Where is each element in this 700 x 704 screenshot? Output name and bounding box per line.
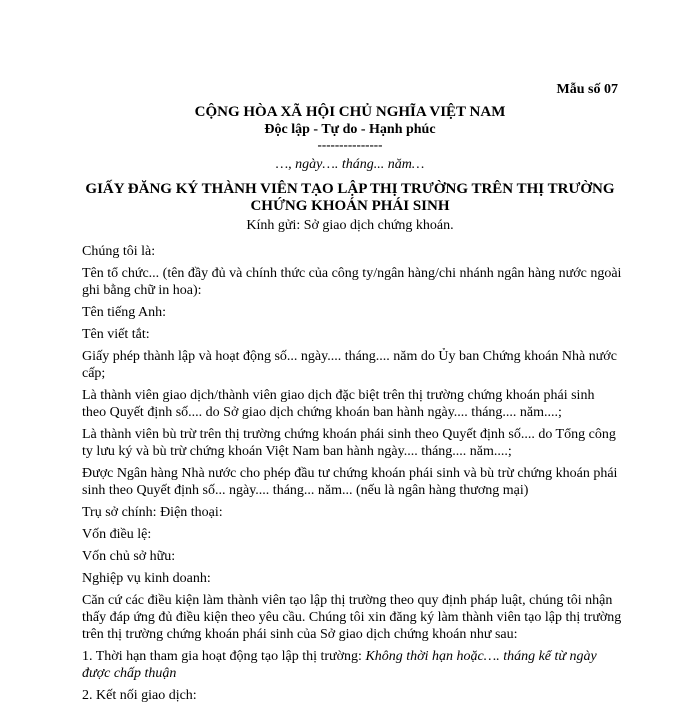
charter-capital-paragraph: Vốn điều lệ: [82, 527, 152, 542]
form-number: Mẫu số 07 [556, 82, 618, 97]
document-title-line2: CHỨNG KHOÁN PHÁI SINH [250, 198, 450, 214]
item2-paragraph: 2. Kết nối giao dịch: [82, 688, 197, 703]
english-name-paragraph: Tên tiếng Anh: [82, 305, 166, 320]
item1-label: 1. Thời hạn tham gia hoạt động tạo lập thị trường: [82, 649, 366, 664]
item1-value: Không thời hạn hoặc…. tháng kể từ ngày được chấp thuận [82, 649, 597, 681]
short-name-paragraph: Tên viết tắt: [82, 327, 150, 342]
intro-paragraph: Chúng tôi là: [82, 244, 156, 259]
license-paragraph: Giấy phép thành lập và hoạt động số... ngày.... tháng.... năm do Ủy ban Chứng khoán Nhà nước cấp; [82, 349, 617, 381]
head-office-paragraph: Trụ sở chính: Điện thoại: [82, 505, 223, 520]
business-paragraph: Nghiệp vụ kinh doanh: [82, 571, 211, 586]
equity-paragraph: Vốn chủ sở hữu: [82, 549, 176, 564]
item1-paragraph [82, 648, 622, 682]
basis-paragraph: Căn cứ các điều kiện làm thành viên tạo lập thị trường theo quy định pháp luật, chúng tôi nhận thấy đáp ứng đủ điều kiện theo yêu cầu. Chúng tôi xin đăng ký làm thành viên tạo lập thị trường trên thị trường chứng khoán phái sinh của Sở giao dịch chứng khoán như sau: [82, 593, 622, 642]
motto: Độc lập - Tự do - Hạnh phúc [264, 122, 436, 137]
header-divider: --------------- [317, 137, 383, 152]
dateline: …, ngày…. tháng... năm… [275, 157, 425, 172]
nation-heading: CỘNG HÒA XÃ HỘI CHỦ NGHĨA VIỆT NAM [194, 104, 506, 120]
document-title-line1: GIẤY ĐĂNG KÝ THÀNH VIÊN TẠO LẬP THỊ TRƯỜNG TRÊN THỊ TRƯỜNG [85, 181, 615, 197]
state-bank-paragraph: Được Ngân hàng Nhà nước cho phép đầu tư chứng khoán phái sinh và bù trừ chứng khoán phái sinh theo Quyết định số... ngày.... tháng... năm... (nếu là ngân hàng thương mại) [82, 466, 618, 498]
recipient-line: Kính gửi: Sở giao dịch chứng khoán. [246, 218, 454, 233]
org-name-paragraph: Tên tổ chức... (tên đầy đủ và chính thức của công ty/ngân hàng/chi nhánh ngân hàng nước ngoài ghi bằng chữ in hoa): [82, 266, 622, 298]
document-title [0, 181, 700, 215]
clearing-member-paragraph: Là thành viên bù trừ trên thị trường chứng khoán phái sinh theo Quyết định số.... do Tổng công ty lưu ký và bù trừ chứng khoán Việt Nam ban hành ngày.... tháng.... năm....; [82, 427, 616, 459]
trading-member-paragraph: Là thành viên giao dịch/thành viên giao dịch đặc biệt trên thị trường chứng khoán phái sinh theo Quyết định số.... do Sở giao dịch chứng khoán ban hành ngày.... tháng.... năm....; [82, 388, 595, 420]
